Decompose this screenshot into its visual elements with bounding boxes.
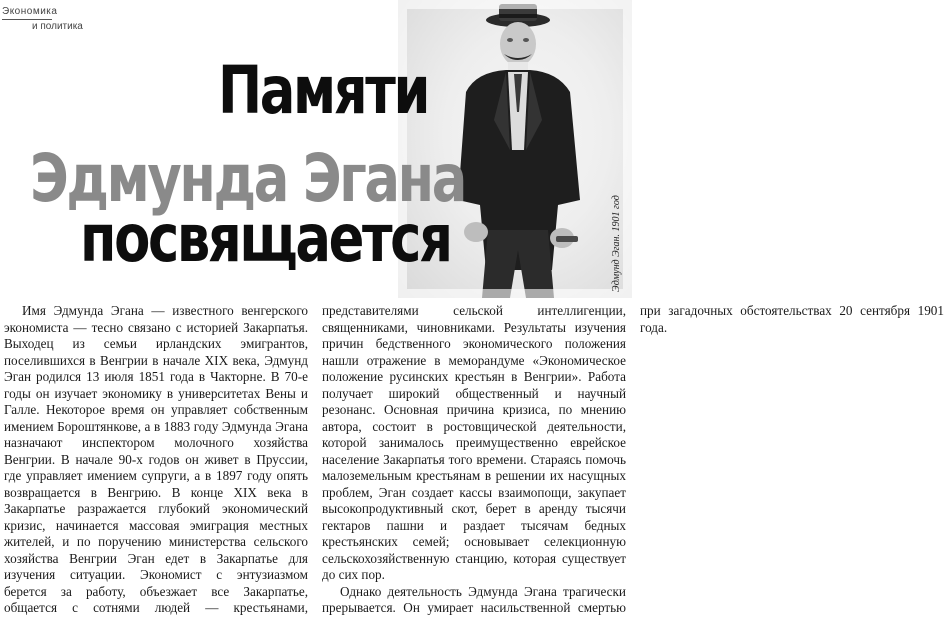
article-paragraph-1: Имя Эдмунда Эгана — известного венгерского экономиста — тесно связано с историей Закарпатья. Выходец из семьи ирландских эмигрантов, поселившихся в Венгрии в начале XIX века, Эдмунд Эган родился 13 июля 1851 года в Чакторне. В 70-е годы он изучает экономику в университетах Вены и Галле. Некоторое время он управляет собственным имением Бороштянкове, а в 1883 году Эдмунда Эгана назначают инспектором молочного хозяйства Венгрии. В начале 90-х годов он живет в Пруссии, где управляет имением супруги, а в 1897 году опять возвращается в Венгрию. В конце XIX века в Закарпатье разражается глубокий экономический кризис, начинается массовая эмиграция местных жителей, и по поручению министерства сельского хозяйства Венгрии Эган едет в Закарпатье для изучения ситуации. Экономист с энтузиазмом берется за работу, объезжает все Закарпатье, общается с сотнями людей — крестьянами, представителями сельской интеллигенции, священниками, чиновниками. Результаты изучения причин бедственного экономического положения нашли отражение в меморандуме «Экономическое положение русинских крестьян в Венгрии». Работа получает широкий общественный и научный резонанс. Основная причина кризиса, по мнению автора, состоит в ростовщической деятельности, которой занималось преимущественно еврейское население Закарпатья того времени. Стараясь помочь малоземельным крестьянам в решении их насущных проблем, Эган создает кассы взаимопощи, закупает высокопродуктивный скот, берет в аренду тысячи гектаров пашни и раздает тысячам бедных крестьянских семей; основывает селекционную сельскохозяйственную станцию, которая существует до сих пор. bbox=[4, 303, 626, 615]
article-paragraph-2: Однако деятельность Эдмунда Эгана трагически прерывается. Он умирает насильственной смертью при загадочных обстоятельствах 20 сентября 1901 года. bbox=[322, 303, 944, 615]
rubric-economy: Экономика bbox=[2, 6, 58, 17]
photo-caption: Эдмунд Эган. 1901 год bbox=[611, 195, 622, 292]
headline-line-1: Памяти bbox=[218, 52, 429, 129]
rubric-divider bbox=[2, 19, 52, 20]
headline-line-3: посвящается bbox=[80, 200, 451, 277]
section-rubric bbox=[2, 6, 83, 33]
article-body bbox=[4, 303, 944, 629]
rubric-politics: и политика bbox=[32, 21, 83, 32]
headline-line-2: Эдмунда Эгана bbox=[30, 140, 465, 217]
